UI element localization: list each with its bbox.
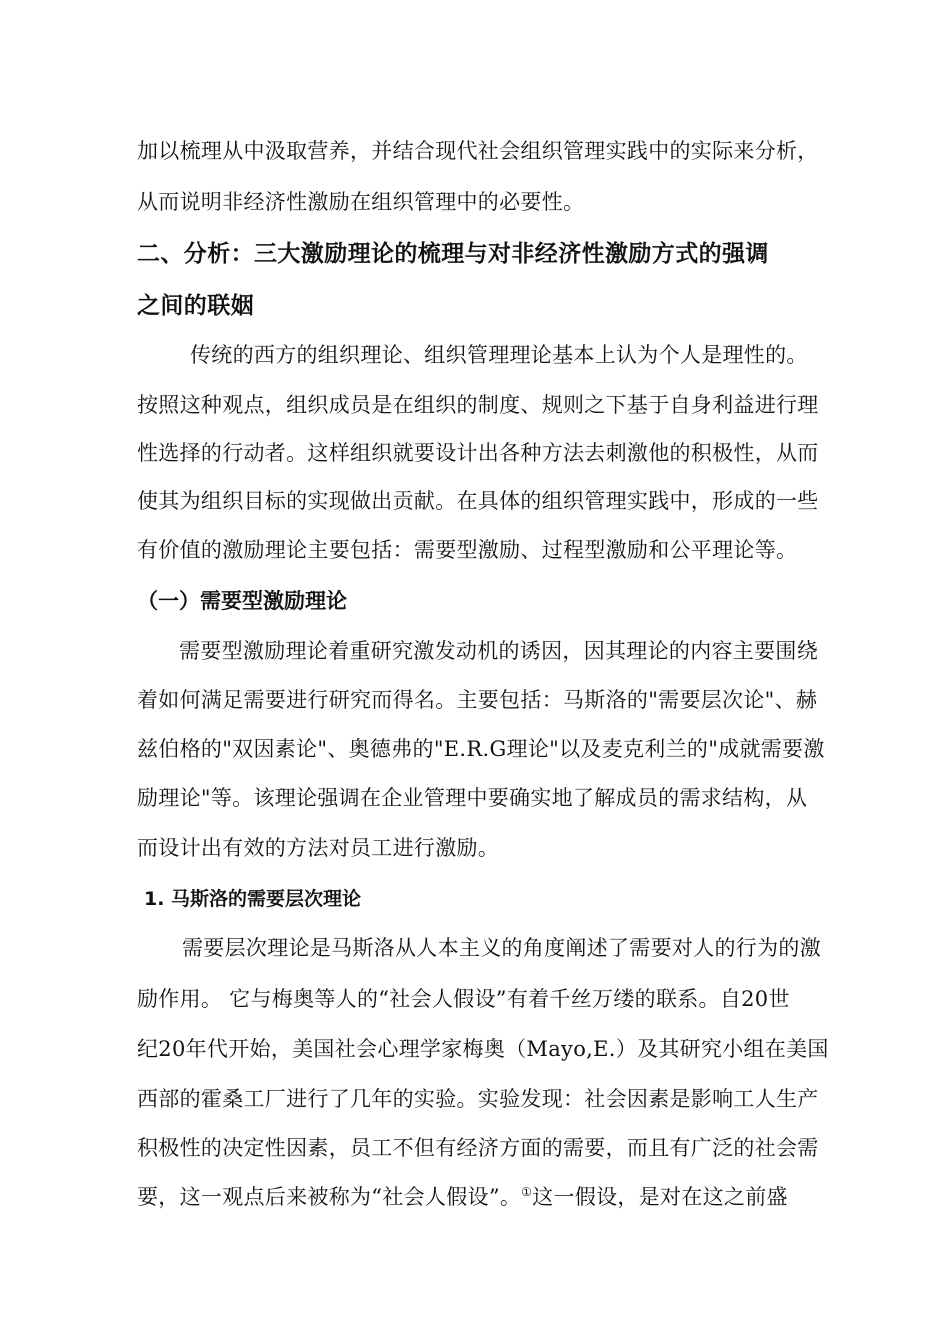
maslow-heading: 1. 马斯洛的需要层次理论 (144, 888, 362, 910)
footnote-marker[interactable]: ① (521, 1185, 533, 1199)
section-two-para-line-4: 使其为组织目标的实现做出贡献。在具体的组织管理实践中，形成的一些 (137, 489, 819, 513)
section-two-para-line-2: 按照这种观点，组织成员是在组织的制度、规则之下基于自身利益进行理 (137, 393, 819, 417)
maslow-last-line-text: 要，这一观点后来被称为“社会人假设”。 (137, 1185, 522, 1209)
subsection-one-heading: （一）需要型激励理论 (137, 589, 347, 613)
maslow-last-line-continuation: 这一假设，是对在这之前盛 (532, 1185, 788, 1209)
maslow-para-line-3: 纪20年代开始，美国社会心理学家梅奥（Mayo,E.）及其研究小组在美国 (137, 1037, 829, 1061)
subsection-one-para-line-4: 励理论"等。该理论强调在企业管理中要确实地了解成员的需求结构，从 (137, 786, 808, 810)
maslow-para-line-4: 西部的霍桑工厂进行了几年的实验。实验发现：社会因素是影响工人生产 (137, 1087, 819, 1111)
maslow-para-line-5: 积极性的决定性因素，员工不但有经济方面的需要，而且有广泛的社会需 (137, 1136, 819, 1160)
subsection-one-para-line-5: 而设计出有效的方法对员工进行激励。 (137, 836, 500, 860)
subsection-one-para-line-3: 兹伯格的"双因素论"、奥德弗的"E.R.G理论"以及麦克利兰的"成就需要激 (137, 737, 825, 761)
maslow-para-line-1: 需要层次理论是马斯洛从人本主义的角度阐述了需要对人的行为的激 (182, 936, 821, 960)
subsection-one-para-line-2: 着如何满足需要进行研究而得名。主要包括：马斯洛的"需要层次论"、赫 (137, 688, 818, 712)
section-two-heading-line-1: 二、分析：三大激励理论的梳理与对非经济性激励方式的强调 (137, 241, 769, 267)
section-two-heading-line-2: 之间的联姻 (137, 293, 254, 319)
maslow-para-line-6 (137, 1182, 788, 1212)
intro-line-1: 加以梳理从中汲取营养，并结合现代社会组织管理实践中的实际来分析， (137, 139, 819, 163)
subsection-one-para-line-1: 需要型激励理论着重研究激发动机的诱因，因其理论的内容主要围绕 (179, 639, 818, 663)
section-two-para-line-1: 传统的西方的组织理论、组织管理理论基本上认为个人是理性的。 (190, 343, 808, 367)
maslow-para-line-2: 励作用。 它与梅奥等人的“社会人假设”有着千丝万缕的联系。自20世 (137, 987, 790, 1011)
intro-line-2: 从而说明非经济性激励在组织管理中的必要性。 (137, 190, 585, 214)
section-two-para-line-5: 有价值的激励理论主要包括：需要型激励、过程型激励和公平理论等。 (137, 538, 798, 562)
section-two-para-line-3: 性选择的行动者。这样组织就要设计出各种方法去刺激他的积极性，从而 (137, 441, 819, 465)
